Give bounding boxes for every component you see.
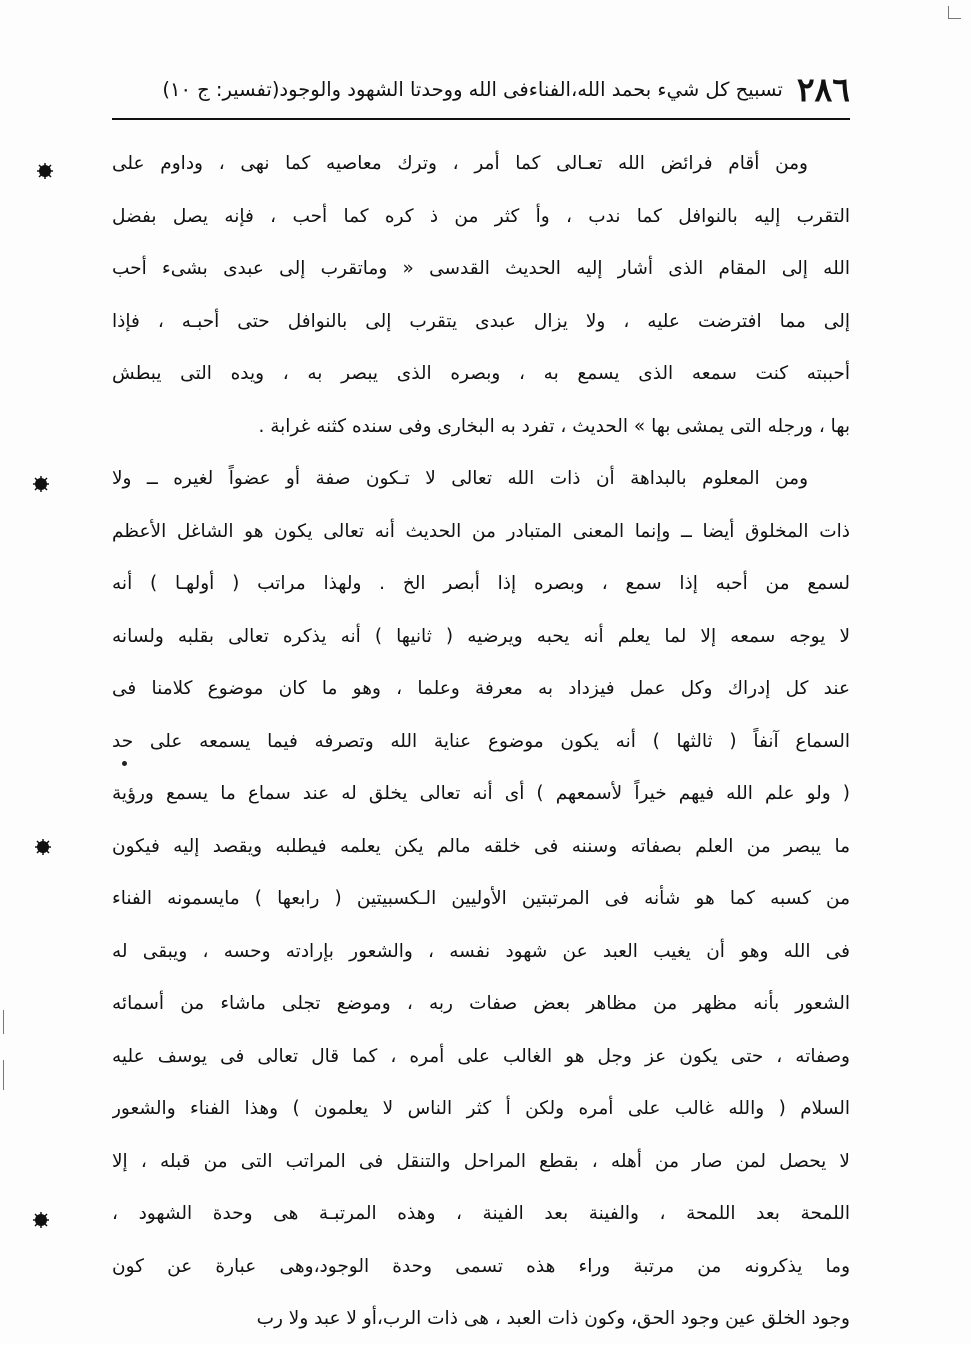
text-line: بها ، ورجله التى يمشى بها » الحديث ، تفرد به البخارى وفى سنده كثنه غرابة . xyxy=(258,415,850,437)
text-line: وما يذكرونه من مرتبة وراء هذه تسمى وحدة الوجود،وهى عبارة عن كون xyxy=(112,1255,850,1277)
text-line: عند كل إدراك وكل عمل فيزداد به معرفة وعلما ، وهو ما كان موضوع كلامنا فى xyxy=(112,678,850,699)
text-line: التقرب إليه بالنوافل كما ندب ، وأ كثر من ذ كره كما أحب ، فإنه يصل بفضل xyxy=(112,205,850,227)
text-line: السماع آنفاً ( ثالثها ) أنه يكون موضوع عناية الله وتصرفه فيما يسمعه على حد xyxy=(112,730,850,752)
text-line: ذات المخلوق أيضا ــ وإنما المعنى المتبادر من الحديث أنه تعالى يكون هو الشاغل الأعظم xyxy=(112,520,850,542)
body-text xyxy=(112,138,850,1346)
text-line: فى الله وهو أن يغيب العبد عن شهود نفسه ، والشعور بإرادته وحسه ، ويبقى له xyxy=(112,940,850,962)
text-line: لا يوجه سمعه إلا لما يعلم أنه يحبه ويرضيه ( ثانيها ) أنه يذكره تعالى بقلبه ولسانه xyxy=(112,625,850,647)
binding-hole-mark xyxy=(32,1211,50,1229)
text-line: ومن المعلوم بالبداهة أن ذات الله تعالى لا تـكون صفة أو عضواً لغيره ــ ولا xyxy=(112,468,808,489)
running-head: تسبيح كل شيء بحمد الله،الفناءفى الله ووحدتا الشهود والوجود(تفسير: ج ١٠) xyxy=(162,77,783,101)
text-line: السلام ( والله غالب على أمره ولكن أ كثر الناس لا يعلمون ) وهذا الفناء والشعور xyxy=(112,1098,850,1119)
scan-corner-mark xyxy=(948,6,961,19)
text-line: الله إلى المقام الذى أشار إليه الحديث القدسى « وماتقرب إلى عبدى بشىء أحب xyxy=(112,258,850,279)
page-number: ٢٨٦ xyxy=(796,69,850,109)
text-line: ( ولو علم الله فيهم خيراً لأسمعهم ) أى أنه تعالى يخلق له عند سماع ما يسمع ورؤية xyxy=(112,783,850,804)
text-line: من كسبه كما هو شأنه فى المرتبتين الأوليين الـكسبيتين ( رابعها ) مايسمونه الفناء xyxy=(112,888,850,909)
binding-hole-mark xyxy=(34,838,52,856)
scan-edge-mark xyxy=(3,1010,4,1034)
margin-dot xyxy=(122,761,127,766)
text-line: الشعور بأنه مظهر من مظاهر بعض صفات ربه ، وموضع تجلى ماشاء من أسمائه xyxy=(112,993,850,1014)
text-line: وجود الخلق عين وجود الحق، وكون ذات العبد ، هى ذات الرب،أو لا عبد ولا رب xyxy=(256,1308,850,1329)
scan-edge-mark xyxy=(3,1060,4,1090)
text-line: أحببته كنت سمعه الذى يسمع به ، وبصره الذى يبصر به ، ويده التى يبطش xyxy=(112,363,850,384)
text-line: ومن أقام فرائض الله تعـالى كما أمر ، وترك معاصيه كما نهى ، وداوم على xyxy=(112,153,808,174)
text-line: وصفاته ، حتى يكون عز وجل هو الغالب على أمره ، كما قال تعالى فى يوسف عليه xyxy=(112,1045,850,1067)
text-line: إلى مما افترضت عليه ، ولا يزال عبدى يتقرب إلى بالنوافل حتى أحبـه ، فإذا xyxy=(112,310,850,332)
binding-hole-mark xyxy=(32,475,50,493)
binding-hole-mark xyxy=(36,162,54,180)
text-line: لسمع من أحبه إذا سمع ، وبصره إذا أبصر الخ . ولهذا مراتب ( أولهـا ) أنه xyxy=(112,573,850,594)
text-line: لا يحصل لمن صار من أهله ، بقطع المراحل والتنقل فى المراتب التى من قبله ، إلا xyxy=(112,1150,850,1172)
page-header xyxy=(112,64,850,114)
text-line: اللمحة بعد اللمحة ، والفينة بعد الفينة ، وهذه المرتبـة هى وحدة الشهود ، xyxy=(112,1203,850,1224)
header-rule xyxy=(112,118,850,120)
text-line: ما يبصر من العلم بصفاته وسننه فى خلقه مالم يكن يعلمه فيطلبه ويقصد إليه فيكون xyxy=(112,835,850,857)
